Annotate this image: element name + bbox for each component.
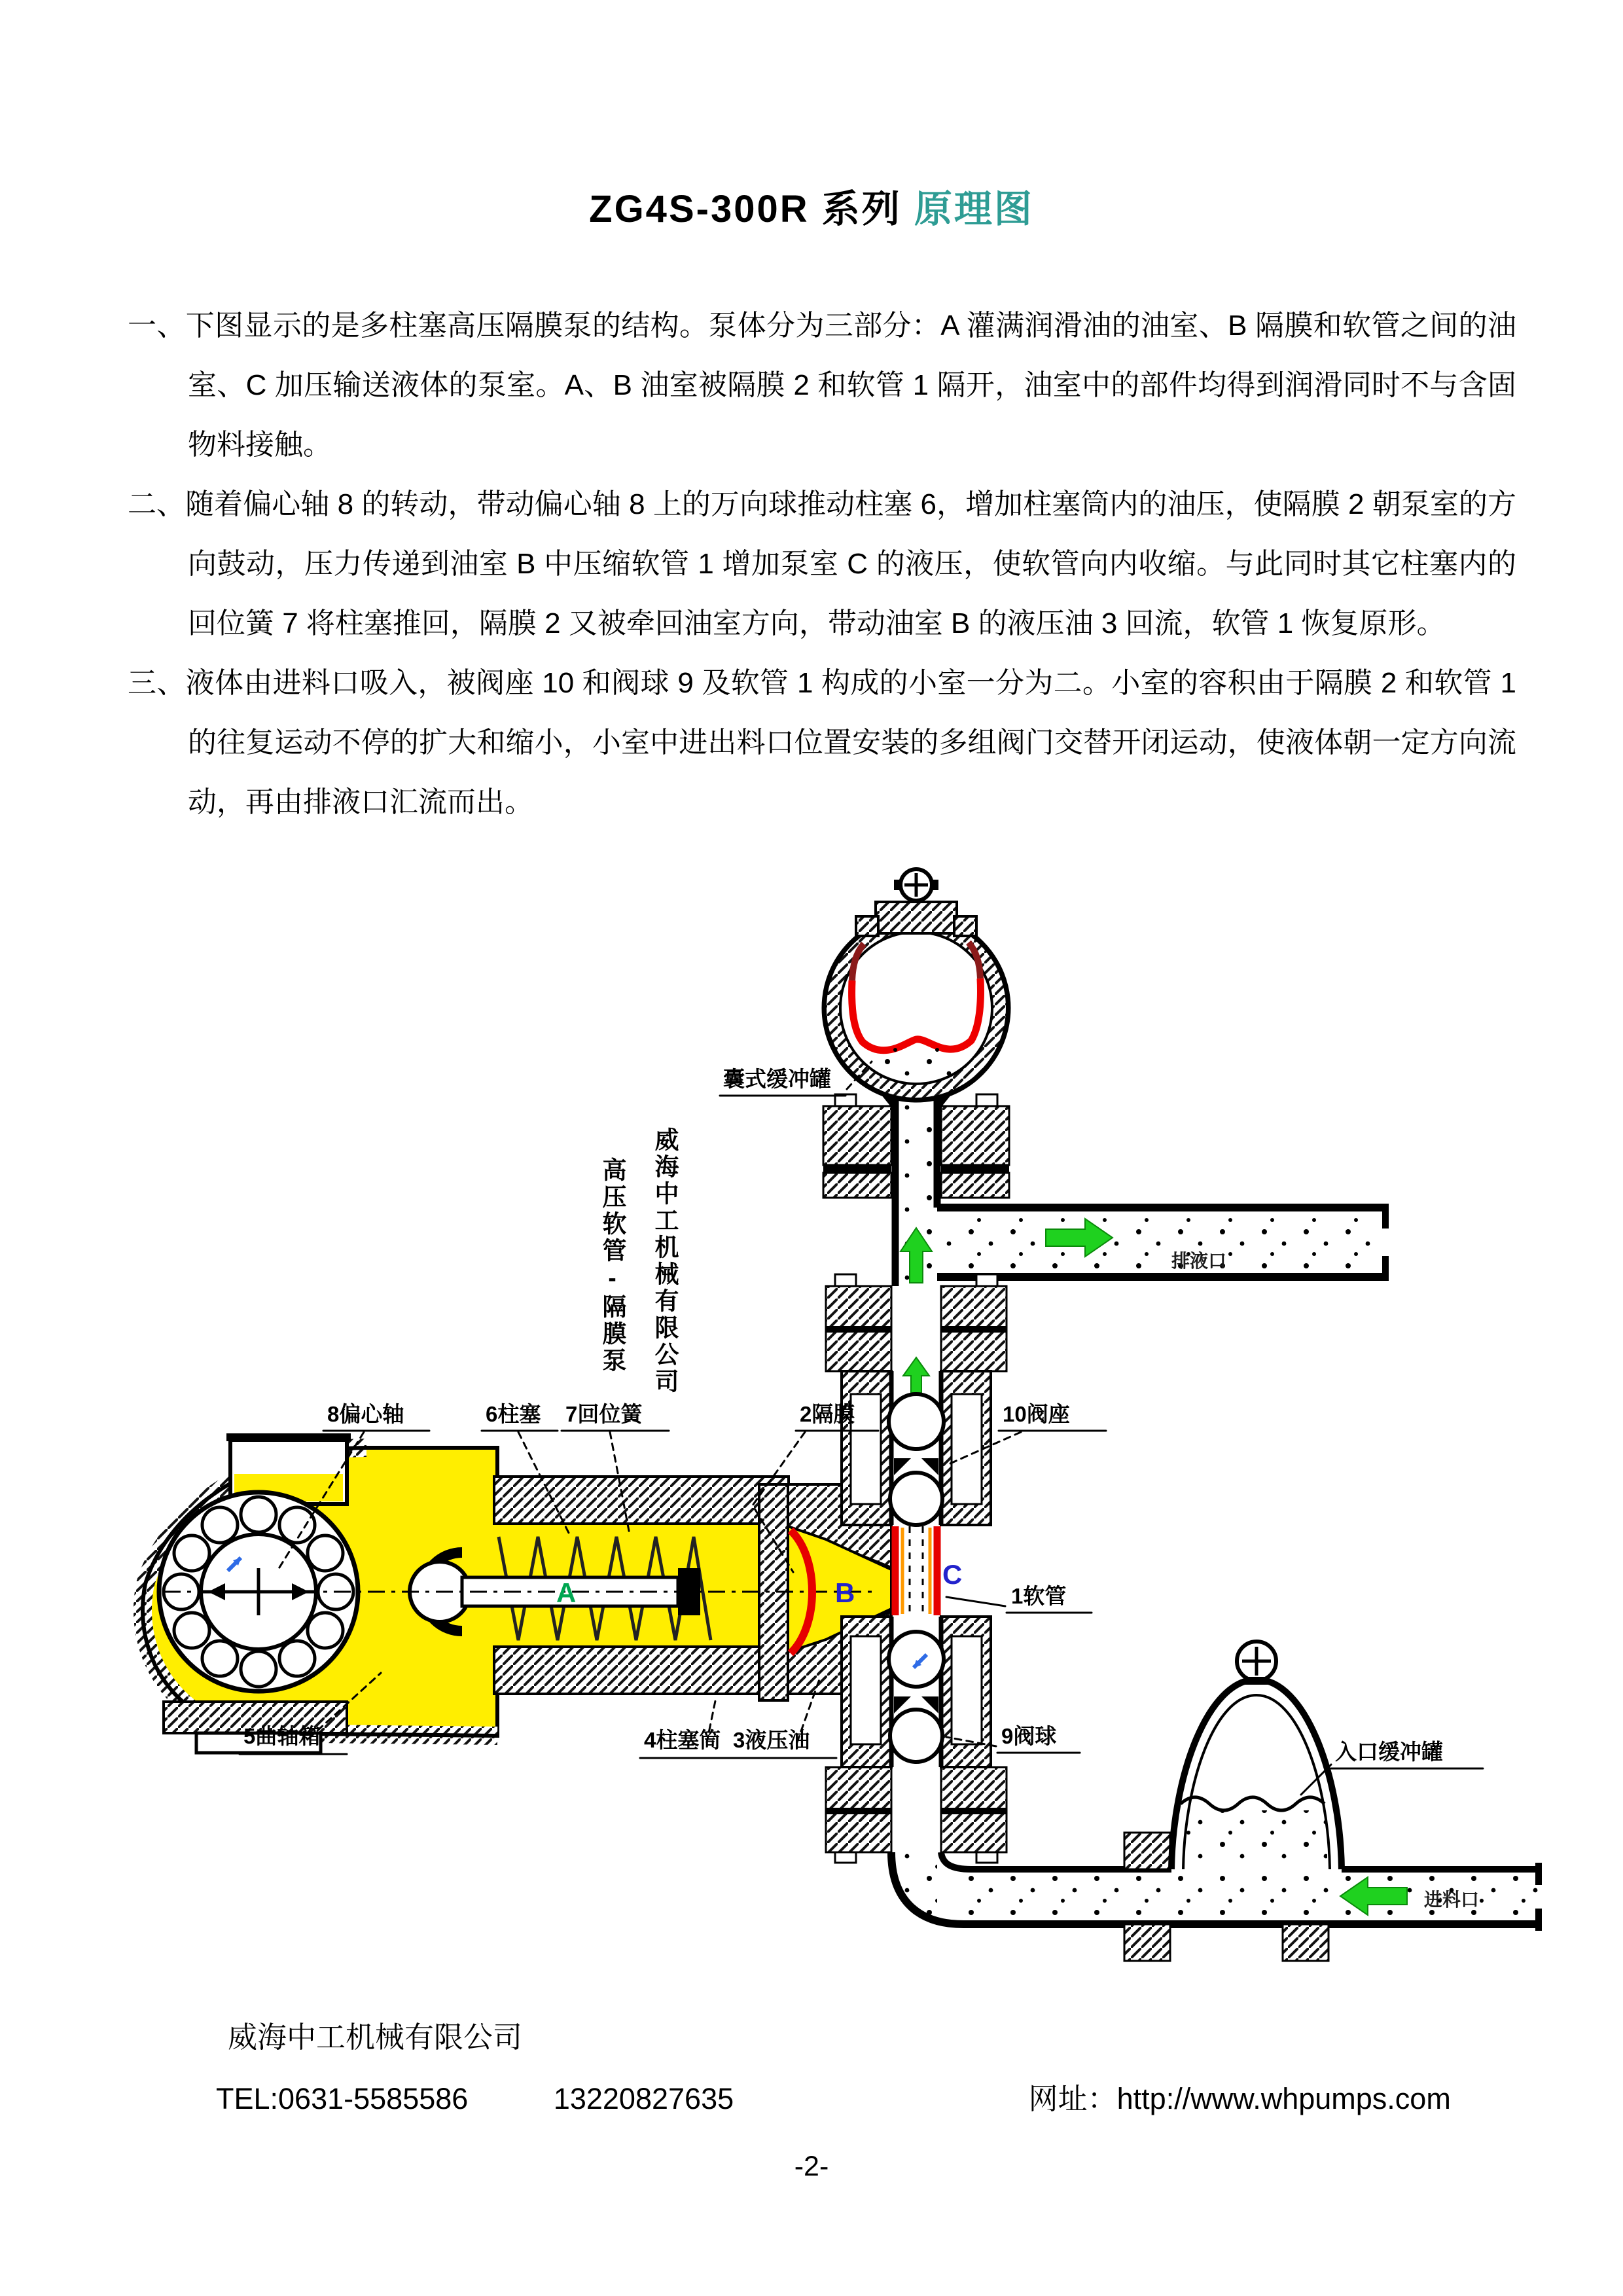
paragraph-1: 一、下图显示的是多柱塞高压隔膜泵的结构。泵体分为三部分：A 灌满润滑油的油室、B 隔膜和软管之间的油室、C 加压输送液体的泵室。A、B 油室被隔膜 2 和软管 1 隔开，油室中的部件均得到润滑同时不与含固物料接触。 [128,310,1516,461]
label-part-5: 5曲轴箱 [243,1724,321,1748]
label-part-4: 4柱塞筒 [644,1728,721,1752]
discharge-branch-pipe [937,1204,1389,1281]
label-part-6: 6柱塞 [486,1402,541,1426]
paragraph-2: 二、随着偏心轴 8 的转动，带动偏心轴 8 上的万向球推动柱塞 6，增加柱塞筒内的油压，使隔膜 2 朝泵室的方向鼓动，压力传递到油室 B 中压缩软管 1 增加泵室 C 的液压，使软管向内收缩。与此同时其它柱塞内的回位簧 7 将柱塞推回，隔膜 2 又被牵回油室方向，带动油室 B 的液压油 3 回流，软管 1 恢复原形。 [128,488,1516,639]
label-part-9: 9阀球 [1001,1724,1057,1748]
flow-arrow-up-small [903,1357,929,1393]
valve-ball [890,1473,942,1525]
inlet-accumulator [1171,1641,1342,1869]
page-title-accent: 原理图 [914,188,1034,230]
label-part-3: 3液压油 [733,1728,810,1752]
outlet-accumulator [825,869,1008,1100]
discharge-port-label: 排液口 [1171,1251,1227,1271]
footer-website: 网址：http://www.whpumps.com [1028,2082,1451,2115]
lower-valve-assembly [842,1617,991,1767]
label-part-10: 10阀座 [1003,1402,1070,1426]
label-bottom-vessel: 入口缓冲罐 [1335,1740,1443,1764]
footer-tel: TEL:0631-5585586 [216,2082,469,2115]
diagram-watermark-product: 高压软管-隔膜泵 [599,1157,626,1374]
label-part-7: 7回位簧 [565,1402,643,1426]
label-part-8: 8偏心轴 [327,1402,404,1426]
chamber-letter-b: B [835,1577,855,1608]
label-part-1: 1软管 [1011,1584,1067,1608]
valve-ball [890,1710,942,1762]
valve-ball [889,1632,944,1687]
hose-section [895,1526,962,1615]
footer-company: 威海中工机械有限公司 [228,2020,523,2054]
label-top-vessel: 囊式缓冲罐 [723,1067,831,1091]
inlet-port-label: 进料口 [1424,1890,1480,1910]
label-part-2: 2隔膜 [800,1402,855,1426]
page-title-main: ZG4S-300R 系列 [589,188,902,230]
paragraph-3: 三、液体由进料口吸入，被阀座 10 和阀球 9 及软管 1 构成的小室一分为二。小室的容积由于隔膜 2 和软管 1 的往复运动不停的扩大和缩小，小室中进出料口位置安装的多组阀门交替开闭运动，使液体朝一定方向流动，再由排液口汇流而出。 [128,667,1516,818]
footer-contacts [216,2075,1451,2117]
valve-ball [889,1394,944,1449]
chamber-letter-a: A [556,1577,577,1608]
diagram-watermark-company: 威海中工机械有限公司 [651,1127,678,1395]
footer-mobile: 13220827635 [553,2082,734,2115]
chamber-letter-c: C [942,1559,963,1590]
upper-valve-assembly [826,1274,1007,1525]
page-number: -2- [794,2151,829,2182]
